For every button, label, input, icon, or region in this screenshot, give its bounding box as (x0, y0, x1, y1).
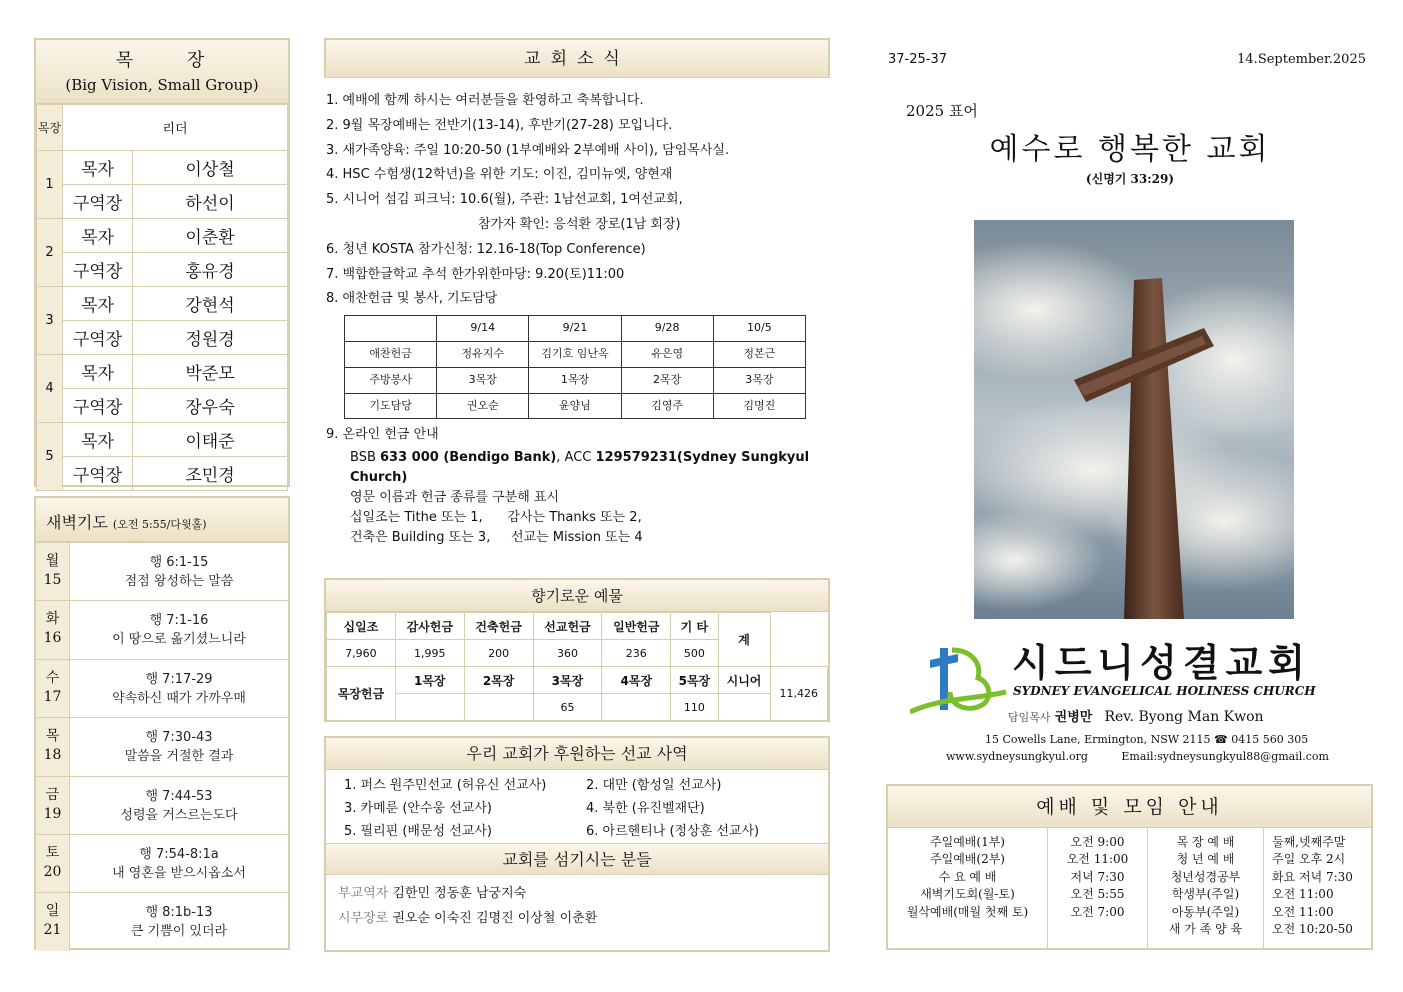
offering-header-row (327, 613, 828, 640)
dawn-prayer-day (36, 542, 288, 600)
offering-panel (324, 578, 830, 722)
news-item: 1. 예배에 함께 하시는 여러분들을 환영하고 축복합니다. (326, 93, 644, 108)
mokjang-row (37, 253, 288, 287)
dawn-prayer-title: 새벽기도 (46, 513, 108, 532)
news-header: 교회소식 (324, 38, 830, 78)
motto-verse: (신명기 33:29) (1085, 172, 1175, 186)
weekday: 월 (45, 553, 60, 569)
duty-date: 9/14 (437, 316, 529, 342)
dawn-prayer-day (36, 600, 288, 658)
meeting-name: 청 년 예 배 (1176, 852, 1235, 867)
leader-role: 목자 (63, 151, 133, 185)
weekday: 일 (45, 903, 60, 920)
duty-label: 기도담당 (345, 393, 437, 419)
duty-corner (345, 316, 437, 342)
duty-cell: 김명진 (713, 393, 805, 419)
scripture-ref: 행 7:1-16 (149, 613, 209, 629)
day-date: 20 (43, 863, 62, 880)
group-name: 시니어 (718, 667, 770, 694)
day-date: 18 (43, 747, 62, 764)
bank-bsb: 633 000 (Bendigo Bank) (380, 450, 557, 466)
bank-acc: 129579231(Sydney Sungkyul Church) (350, 450, 810, 486)
offering-type: 선교헌금 (533, 613, 602, 640)
leader-role: 목자 (63, 287, 133, 321)
motto: 예수로 행복한 교회 (989, 132, 1271, 167)
service-name: 월삭예배(매월 첫째 토) (906, 904, 1029, 919)
news-item: 참가자 확인: 응석환 장로(1남 회장) (478, 216, 681, 232)
day-label (36, 601, 70, 658)
day-label (36, 660, 70, 717)
leader-role: 구역장 (63, 389, 133, 423)
news-item: 5. 시니어 섬김 피크닉: 10.6(월), 주관: 1남선교회, 1여선교회, (326, 192, 683, 208)
scripture-ref: 행 7:17-29 (145, 671, 213, 687)
duty-date: 9/21 (529, 316, 621, 342)
day-label (36, 718, 70, 775)
mission-list (326, 770, 828, 843)
group-name: 2목장 (464, 667, 533, 694)
mokjang-row (37, 423, 288, 457)
meeting-name: 새 가 족 양 육 (1168, 922, 1243, 937)
mokjang-subtitle: (Big Vision, Small Group) (65, 76, 259, 94)
mission-item: 2. 대만 (함성일 선교사) (586, 778, 722, 793)
leader-role: 목자 (63, 355, 133, 389)
leader-name: 정원경 (133, 321, 288, 355)
scripture-ref: 행 7:54-8:1a (139, 846, 219, 862)
day-label (36, 543, 70, 600)
mission-item: 6. 아르헨티나 (정상훈 선교사) (586, 824, 760, 839)
service-time: 오전 9:00 (1070, 835, 1125, 849)
duty-cell: 정본근 (713, 341, 805, 367)
servers-row (338, 906, 816, 931)
servers-row (338, 881, 816, 906)
group-offering-label: 목장헌금 (327, 667, 396, 721)
news-item: 7. 백합한글학교 추석 한가위한마당: 9.20(토)11:00 (326, 266, 625, 282)
group-offering-value-row (327, 694, 828, 721)
mokjang-row (37, 185, 288, 219)
servers-title: 교회를 섬기시는 분들 (326, 843, 828, 875)
day-label (36, 777, 70, 834)
church-contact (946, 750, 1366, 763)
service-schedule-panel (886, 784, 1373, 950)
duty-date: 9/28 (621, 316, 713, 342)
dawn-prayer-day (36, 776, 288, 834)
news-item: 3. 새가족양육: 주일 10:20-50 (1부예배와 2부예배 사이), 담임목사실. (326, 142, 730, 158)
offering-title: 향기로운 예물 (326, 580, 828, 612)
leader-name: 이상철 (133, 151, 288, 185)
sermon-title: 큰 기쁨이 있더라 (130, 924, 228, 940)
servers-label: 시무장로 (338, 911, 389, 926)
dawn-prayer-list (36, 542, 288, 951)
leader-name: 하선이 (133, 185, 288, 219)
service-time: 오전 5:55 (1070, 887, 1125, 902)
leader-name: 강현석 (133, 287, 288, 321)
service-times (1048, 828, 1148, 948)
dawn-prayer-panel (34, 496, 290, 950)
mission-item: 5. 필리핀 (배문성 선교사) (344, 824, 492, 839)
leader-name: 홍유경 (133, 253, 288, 287)
group-offering-header-row (327, 667, 828, 694)
duty-row (345, 393, 806, 419)
group-offering-value: 110 (671, 694, 718, 721)
day-date: 21 (43, 922, 62, 939)
service-name: 주일예배(1부) (930, 835, 1005, 849)
bulletin-date: 14.September.2025 (1237, 52, 1366, 67)
bank-line: 영문 이름과 헌금 종류를 구분해 표시 (350, 490, 560, 506)
day-reading (70, 893, 288, 950)
year-motto-label: 2025 표어 (906, 102, 978, 120)
scripture-ref: 행 7:30-43 (145, 730, 213, 746)
duty-cell: 1목장 (529, 367, 621, 393)
mokjang-table (36, 104, 288, 491)
group-offering-value (718, 694, 770, 721)
service-names (888, 828, 1048, 948)
group-number: 1 (37, 151, 63, 219)
offering-type: 일반헌금 (602, 613, 671, 640)
website-link[interactable]: www.sydneysungkyul.org (946, 750, 1088, 763)
duty-cell: 3목장 (437, 367, 529, 393)
service-time: 오전 11:00 (1066, 852, 1129, 867)
duty-cell: 김영주 (621, 393, 713, 419)
meeting-time: 화요 저녁 7:30 (1272, 869, 1353, 884)
group-offering-value: 65 (533, 694, 602, 721)
meeting-time: 둘째,넷째주말 (1272, 835, 1346, 849)
duty-cell: 2목장 (621, 367, 713, 393)
duty-table (344, 315, 806, 419)
meeting-name: 아동부(주일) (1171, 904, 1240, 919)
mokjang-row (37, 389, 288, 423)
scripture-ref: 행 7:44-53 (145, 788, 213, 804)
sermon-title: 약속하신 때가 가까우매 (112, 690, 246, 706)
news-item: 8. 애찬헌금 및 봉사, 기도담당 (326, 291, 498, 307)
leader-role: 구역장 (63, 321, 133, 355)
day-date: 15 (43, 572, 62, 588)
mokjang-title: 목 장 (115, 50, 229, 71)
offering-value: 7,960 (327, 640, 396, 667)
meeting-name: 목 장 예 배 (1176, 835, 1235, 849)
news-item: 2. 9월 목장예배는 전반기(13-14), 후반기(27-28) 모입니다. (326, 117, 673, 133)
leader-name: 박준모 (133, 355, 288, 389)
service-name: 새벽기도회(월-토) (920, 887, 1015, 902)
day-reading (70, 601, 288, 658)
weekday: 금 (45, 786, 60, 803)
duty-label: 애찬헌금 (345, 341, 437, 367)
mission-item: 1. 퍼스 원주민선교 (허유신 선교사) (344, 778, 547, 793)
dawn-prayer-time: (오전 5:55/다윗홀) (112, 518, 207, 531)
mission-title: 우리 교회가 후원하는 선교 사역 (326, 738, 828, 770)
duty-row (345, 341, 806, 367)
pastor-name: 권병만 (1054, 710, 1093, 725)
meeting-time: 오전 11:00 (1272, 887, 1334, 902)
weekday: 화 (45, 611, 60, 628)
duty-label: 주방봉사 (345, 367, 437, 393)
day-date: 19 (43, 805, 62, 822)
group-name: 4목장 (602, 667, 671, 694)
dawn-prayer-header (36, 498, 288, 542)
news-item: 6. 청년 KOSTA 참가신청: 12.16-18(Top Conference) (326, 241, 646, 257)
offering-value: 236 (602, 640, 671, 667)
mokjang-row (37, 457, 288, 491)
sermon-title: 점점 왕성하는 말씀 (124, 574, 234, 589)
weekday: 토 (45, 844, 60, 861)
duty-cell: 정유지수 (437, 341, 529, 367)
service-name: 주일예배(2부) (930, 852, 1005, 867)
weekday: 수 (45, 669, 60, 686)
servers-names: 권오순 이숙진 김명진 이상철 이춘환 (392, 911, 598, 926)
mokjang-row (37, 287, 288, 321)
dawn-prayer-day (36, 659, 288, 717)
leader-name: 장우숙 (133, 389, 288, 423)
day-reading (70, 718, 288, 775)
group-number: 3 (37, 287, 63, 355)
day-reading (70, 660, 288, 717)
bank-info (326, 448, 836, 548)
church-name: 시드니성결교회 (1012, 641, 1311, 685)
group-number: 5 (37, 423, 63, 491)
pastor-info (1008, 706, 1264, 725)
offering-total: 11,426 (770, 667, 827, 721)
mokjang-row (37, 355, 288, 389)
mokjang-row (37, 321, 288, 355)
leader-role: 목자 (63, 219, 133, 253)
duty-cell: 유은영 (621, 341, 713, 367)
service-time: 오전 7:00 (1070, 904, 1125, 919)
day-label (36, 893, 70, 950)
meeting-names (1148, 828, 1264, 948)
group-name: 1목장 (395, 667, 464, 694)
mission-item: 3. 카메룬 (안수웅 선교사) (344, 801, 492, 816)
day-date: 16 (43, 630, 62, 647)
sermon-title: 내 영혼을 받으시옵소서 (112, 865, 246, 881)
duty-row (345, 367, 806, 393)
meeting-name: 청년성경공부 (1170, 869, 1241, 884)
duty-cell: 김기호 임난옥 (529, 341, 621, 367)
offering-type: 감사헌금 (395, 613, 464, 640)
weekday: 목 (45, 728, 60, 745)
day-reading (70, 777, 288, 834)
scripture-ref: 행 8:1b-13 (145, 905, 213, 921)
group-name: 3목장 (533, 667, 602, 694)
leader-role: 목자 (63, 423, 133, 457)
church-name-en: SYDNEY EVANGELICAL HOLINESS CHURCH (1013, 684, 1316, 698)
news-list (326, 89, 836, 548)
group-number: 2 (37, 219, 63, 287)
service-name: 수 요 예 배 (938, 869, 997, 884)
mokjang-header (36, 40, 288, 104)
meeting-time: 오전 10:20-50 (1272, 922, 1353, 937)
sermon-title: 이 땅으로 옮기셨느니라 (112, 632, 246, 648)
bank-line: BSB 633 000 (Bendigo Bank), ACC 129579231(Sydney Sungkyul Church) (350, 450, 810, 486)
group-offering-value (464, 694, 533, 721)
mission-item: 4. 북한 (유진벨재단) (586, 801, 705, 816)
sermon-title: 말씀을 거절한 결과 (124, 749, 234, 765)
leader-name: 이춘환 (133, 219, 288, 253)
duty-date: 10/5 (713, 316, 805, 342)
church-address: 15 Cowells Lane, Ermington, NSW 2115 ☎ 0415 560 305 (985, 733, 1309, 746)
meeting-times (1264, 828, 1371, 948)
meeting-time: 오전 11:00 (1272, 904, 1334, 919)
duty-cell: 3목장 (713, 367, 805, 393)
col-leader-header: 리더 (63, 105, 288, 151)
mission-panel (324, 736, 830, 952)
duty-header-row (345, 316, 806, 342)
servers-list (326, 875, 828, 937)
mokjang-row (37, 219, 288, 253)
service-schedule-grid (888, 828, 1371, 948)
offering-type: 십일조 (327, 613, 396, 640)
offering-value: 200 (464, 640, 533, 667)
servers-names: 김한민 정동훈 남궁지숙 (392, 886, 527, 901)
bulletin-code: 37-25-37 (888, 52, 948, 67)
sermon-title: 성령을 거스르는도다 (120, 807, 238, 823)
leader-role: 구역장 (63, 457, 133, 491)
bank-line: 건축은 Building 또는 3, 선교는 Mission 또는 4 (350, 530, 643, 546)
news-item: 4. HSC 수험생(12학년)을 위한 기도: 이진, 김미뉴엣, 양현재 (326, 167, 673, 183)
offering-type: 건축헌금 (464, 613, 533, 640)
mokjang-panel (34, 38, 290, 487)
col-group-header: 목장 (37, 105, 63, 151)
group-name: 5목장 (671, 667, 718, 694)
offering-value: 1,995 (395, 640, 464, 667)
offering-value: 360 (533, 640, 602, 667)
leader-name: 조민경 (133, 457, 288, 491)
offering-value: 500 (671, 640, 718, 667)
email-link[interactable]: Email:sydneysungkyul88@gmail.com (1121, 750, 1329, 763)
cross-photo (974, 220, 1294, 619)
meeting-time: 주일 오후 2시 (1272, 852, 1346, 867)
day-reading (70, 543, 288, 600)
pastor-title: 담임목사 (1008, 711, 1051, 724)
news-item: 9. 온라인 헌금 안내 (326, 427, 439, 443)
day-label (36, 835, 70, 892)
offering-table (326, 612, 828, 721)
dawn-prayer-day (36, 834, 288, 892)
day-reading (70, 835, 288, 892)
scripture-ref: 행 6:1-15 (149, 555, 209, 570)
servers-label: 부교역자 (338, 886, 389, 901)
dawn-prayer-day (36, 892, 288, 950)
dawn-prayer-day (36, 717, 288, 775)
bank-line: 십일조는 Tithe 또는 1, 감사는 Thanks 또는 2, (350, 510, 642, 526)
leader-role: 구역장 (63, 253, 133, 287)
service-schedule-title: 예배 및 모임 안내 (888, 786, 1371, 828)
mokjang-row (37, 151, 288, 185)
pastor-name-en: Rev. Byong Man Kwon (1104, 709, 1264, 725)
leader-role: 구역장 (63, 185, 133, 219)
day-date: 17 (43, 688, 62, 705)
group-offering-value (602, 694, 671, 721)
duty-cell: 윤양님 (529, 393, 621, 419)
group-offering-value (395, 694, 464, 721)
church-logo (910, 640, 1010, 720)
duty-cell: 권오순 (437, 393, 529, 419)
group-number: 4 (37, 355, 63, 423)
service-time: 저녁 7:30 (1070, 869, 1125, 884)
meeting-name: 학생부(주일) (1171, 887, 1240, 902)
leader-name: 이태준 (133, 423, 288, 457)
offering-type: 기 타 (671, 613, 718, 640)
offering-total-label: 계 (718, 613, 770, 667)
